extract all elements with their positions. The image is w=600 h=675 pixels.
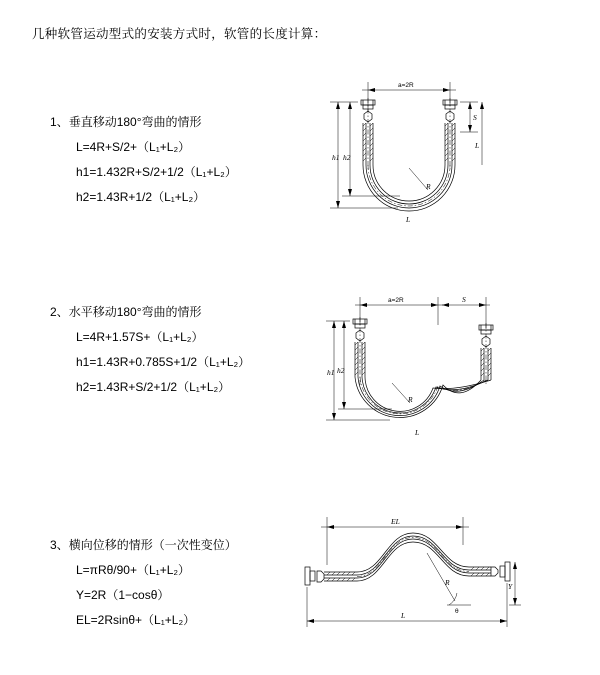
section-2-index: 2、 [50,305,69,319]
svg-text:a=2R: a=2R [398,82,414,89]
svg-text:Y: Y [508,582,513,591]
section-3-formula-2: Y=2R（1−cosθ） [76,588,170,602]
svg-text:h2: h2 [337,366,345,375]
svg-text:R: R [445,578,450,587]
figure-horizontal-180-bend [310,285,520,460]
svg-text:R: R [408,395,413,404]
section-1-title: 垂直移动180°弯曲的情形 [68,115,202,129]
svg-text:h2: h2 [343,153,351,162]
svg-text:h1: h1 [327,368,335,377]
svg-text:S: S [473,113,477,122]
section-2-formula-1: L=4R+1.57S+（L₁+L₂） [76,330,204,344]
svg-text:S: S [462,295,466,304]
figure-lateral-offset [295,505,525,645]
section-2-text [50,300,250,400]
section-1-title-line [50,110,237,135]
section-3-index: 3、 [50,538,69,552]
section-1-formula-2: h1=1.432R+S/2+1/2（L₁+L₂） [76,165,237,179]
svg-text:R: R [426,182,431,191]
section-1-formula-3: h2=1.43R+1/2（L₁+L₂） [76,190,206,204]
page-title: 几种软管运动型式的安装方式时，软管的长度计算： [32,27,327,41]
svg-text:h1: h1 [332,153,340,162]
section-3-formula-1: L=πRθ/90+（L₁+L₂） [76,563,191,577]
svg-text:θ: θ [455,608,459,615]
section-1-text [50,110,237,210]
figure-vertical-180-bend [310,70,510,270]
section-1-index: 1、 [50,115,69,129]
svg-text:L: L [406,215,411,224]
section-2-title-line [50,300,250,325]
svg-text:L: L [401,611,406,620]
section-2-formula-3: h2=1.43R+S/2+1/2（L₁+L₂） [76,380,231,394]
section-3-title: 横向位移的情形（一次性变位） [68,538,237,552]
section-3-text [50,533,237,633]
svg-text:a=2R: a=2R [388,297,404,304]
svg-text:L: L [415,428,420,437]
section-3-formula-3: EL=2Rsinθ+（L₁+L₂） [76,613,196,627]
svg-text:EL: EL [391,517,400,526]
svg-text:L: L [475,141,480,150]
section-1-formula-1: L=4R+S/2+（L₁+L₂） [76,140,191,154]
section-3-title-line [50,533,237,558]
section-2-title: 水平移动180°弯曲的情形 [68,305,202,319]
section-2-formula-2: h1=1.43R+0.785S+1/2（L₁+L₂） [76,355,251,369]
